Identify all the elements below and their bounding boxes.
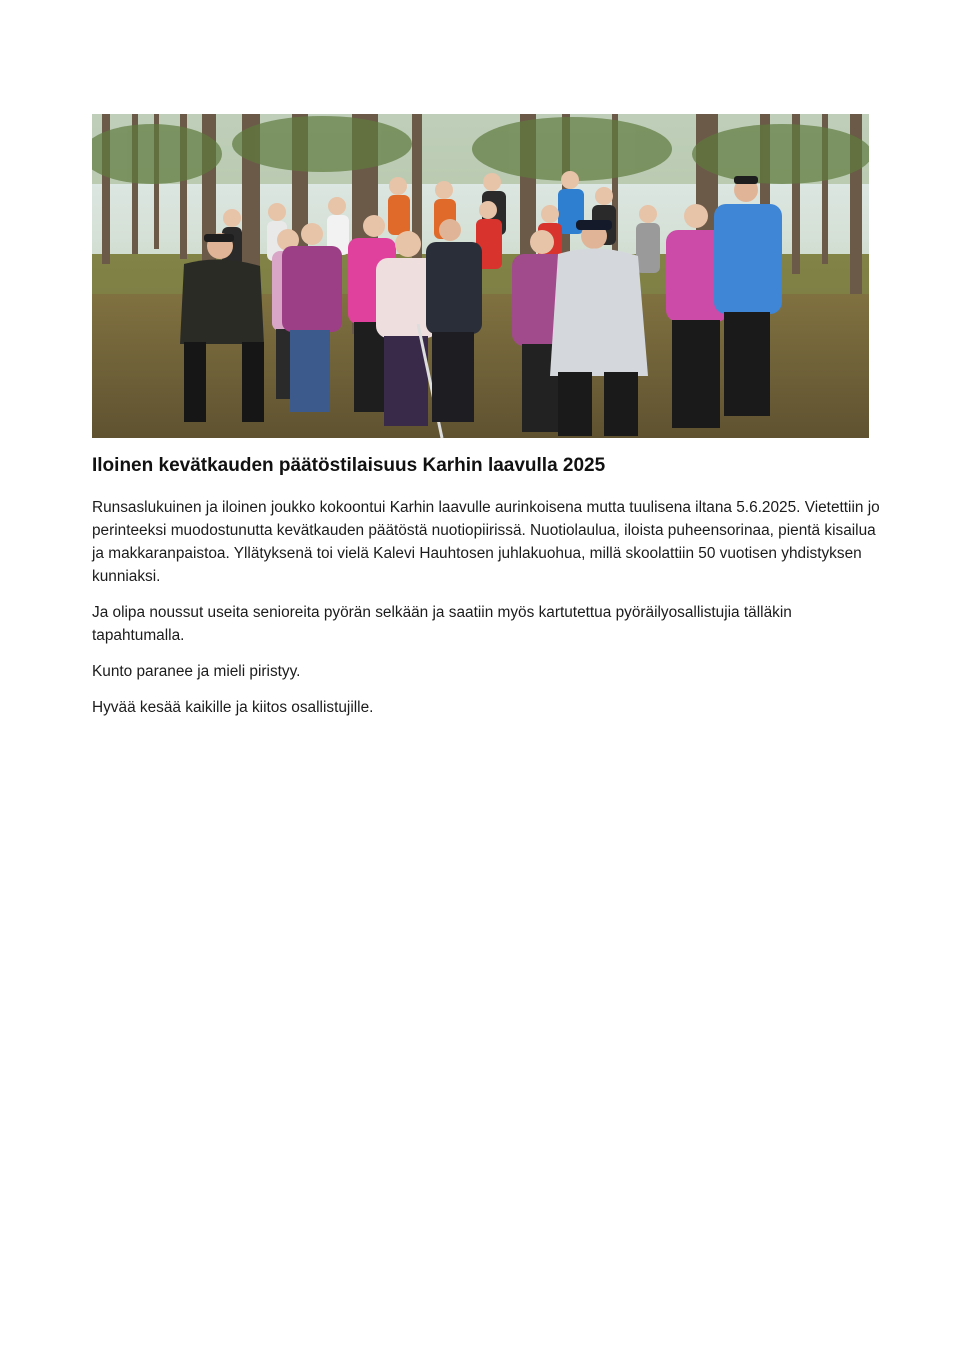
article-title: Iloinen kevätkauden päätöstilaisuus Karhin laavulla 2025	[92, 455, 606, 476]
article-paragraph: Ja olipa noussut useita senioreita pyörän selkään ja saatiin myös kartutettua pyöräilyosallistujia tälläkin tapahtumalla.	[92, 604, 792, 644]
article-paragraph: Runsaslukuinen ja iloinen joukko kokoontui Karhin laavulle aurinkoisena mutta tuulisena iltana 5.6.2025. Vietettiin jo perinteeksi muodostunutta kevätkauden päätöstä nuotiopiirissä. Nuotiolaulua, iloista puheensorinaa, pientä kisailua ja makkaranpaistoa. Yllätyksenä toi vielä Kalevi Hauhtosen juhlakuohua, millä skoolattiin 50 vuotisen yhdistyksen kunniaksi.	[92, 499, 880, 585]
article-body	[92, 496, 882, 732]
group-photo	[92, 114, 869, 438]
group-photo-illustration	[92, 114, 869, 438]
article-paragraph: Kunto paranee ja mieli piristyy.	[92, 663, 301, 680]
article-paragraph: Hyvää kesää kaikille ja kiitos osallistujille.	[92, 699, 374, 716]
